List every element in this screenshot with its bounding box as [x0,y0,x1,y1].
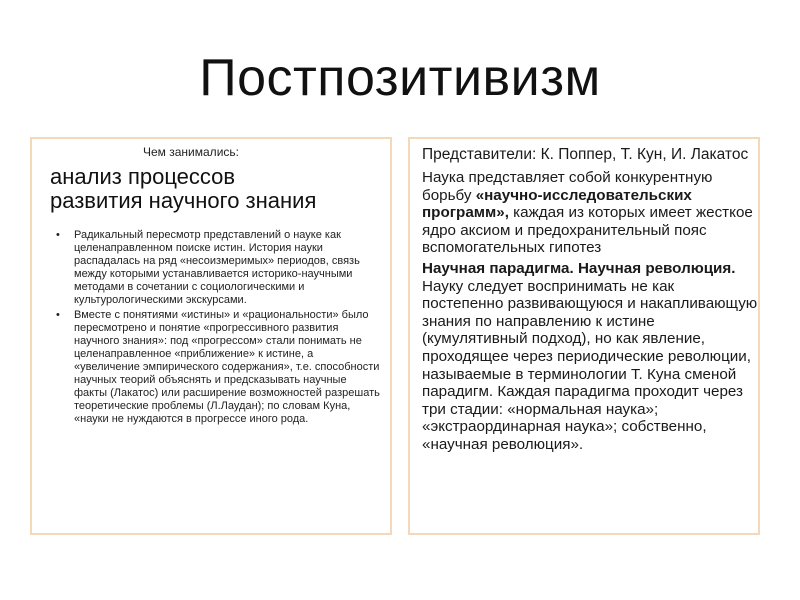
left-heading [50,165,380,213]
p2-text-after: Науку следует воспринимать не как постепенно развивающуюся и накапливающую знания по направлению к истине (кумулятивный подход), но как явление, проходящее через периодические революции, называемые в терминологии Т. Куна сменой парадигм. Каждая парадигма проходит через три стадии: «нормальная наука»; «экстраординарная наука»; собственно, «научная революция». [422,277,758,453]
left-caption: Чем занимались: [143,145,239,159]
left-panel [30,137,392,535]
p2-bold-term: Научная парадигма. Научная революция. [422,259,736,277]
bullet-item-2: • Вместе с понятиями «истины» и «рациональности» было пересмотрено и понятие «прогрессивного развития научного знания»: под «прогрессом» стали понимать не целенаправленное «приближение» к истине, а «увеличение эмпирического содержания», т.е. способности научных теорий объяснять и предсказывать научные факты (Лакатос) или расширение возможностей разрешать теоретические проблемы (Л.Лаудан); по словам Куна, «науки не нуждаются в прогрессе иного рода. [56,309,380,426]
bullet-item-1: • Радикальный пересмотр представлений о науке как целенаправленном поиске истин. История науки распадалась на ряд «несоизмеримых» периодов, связь между которыми устанавливается историко-научными методами в сочетании с социологическими и культурологическими экскурсами. [56,229,380,307]
paradigm-paragraph [422,260,758,454]
representatives-text: Представители: К. Поппер, Т. Кун, И. Лакатос [422,146,749,163]
research-programs-paragraph [422,169,758,257]
left-heading-line2: развития научного знания [50,188,317,213]
p1-text-before: Наука представляет собой конкурентную борьбу [422,169,713,204]
left-heading-line1: анализ процессов [50,164,236,189]
right-panel [408,137,760,535]
p1-text-after: каждая из которых имеет жесткое ядро аксиом и предохранительный пояс вспомогательных гипотез [422,204,753,257]
p1-bold-term: «научно-исследовательских программ», [422,186,692,222]
slide-title: Постпозитивизм [199,49,601,107]
bullet-list [42,229,380,426]
